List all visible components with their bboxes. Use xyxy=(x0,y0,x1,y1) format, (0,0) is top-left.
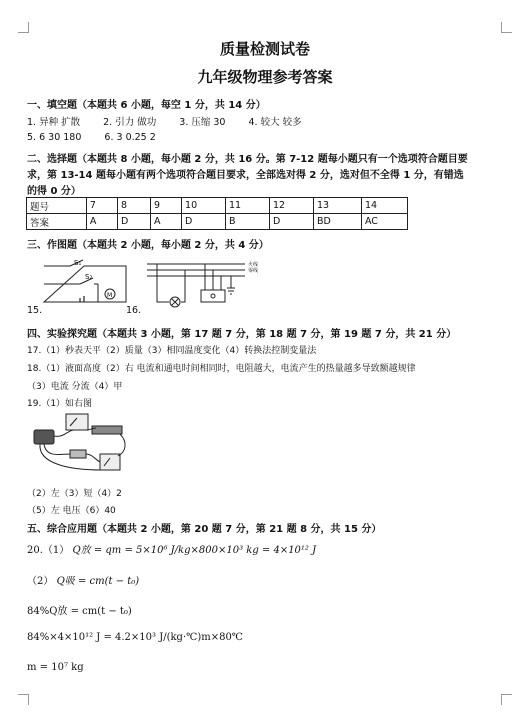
equation-20-4: 84%×4×10¹² J = 4.2×10³ J/(kg·℃)m×80℃ xyxy=(27,632,243,643)
equation-20-2 xyxy=(27,572,139,587)
equation-text: Q吸 = cm(t − t₀) xyxy=(56,576,140,587)
answer-3: 3. 压缩 30 xyxy=(179,117,226,128)
circuit-diagram-15 xyxy=(40,258,130,310)
answer-19-line2: （2）左（3）短（4）2 xyxy=(27,489,122,499)
page-title: 质量检测试卷 xyxy=(219,40,310,58)
answer-5: 5. 6 30 180 xyxy=(27,132,82,143)
answer-18-line1: 18.（1）液面高度（2）右 电流和通电时间相同时，电阻越大，电流产生的热量越多导致额越规律 xyxy=(27,364,416,374)
table-row xyxy=(27,214,408,230)
equation-text: Q放 = qm = 5×10⁶ J/kg×800×10³ kg = 4×10¹² J xyxy=(72,545,317,556)
equation-20-1 xyxy=(27,541,316,556)
equation-20-3: 84%Q放 = cm(t − t₀) xyxy=(27,606,132,617)
section1-line1 xyxy=(27,114,302,128)
table-cell: 11 xyxy=(226,198,270,214)
answer-19-line3: （5）左 电压（6）40 xyxy=(27,506,116,516)
crop-mark xyxy=(501,694,512,705)
equation-prefix: （2） xyxy=(27,576,54,587)
crop-mark xyxy=(18,22,29,33)
figure16-label: 16. xyxy=(126,305,142,316)
table-row xyxy=(27,198,408,214)
table-cell: 9 xyxy=(150,198,181,214)
table-cell: 8 xyxy=(117,198,150,214)
table-cell: 12 xyxy=(269,198,313,214)
table-cell: A xyxy=(86,214,117,230)
answer-4: 4. 较大 较多 xyxy=(248,117,302,128)
crop-mark xyxy=(501,22,512,33)
table-cell: BD xyxy=(313,214,361,230)
figure15-label: 15. xyxy=(27,305,43,316)
answer-19-line1: 19.（1）如右图 xyxy=(27,399,93,409)
table-cell: D xyxy=(182,214,226,230)
section3-heading: 三、作图题（本题共 2 小题，每小题 2 分，共 4 分） xyxy=(27,240,269,251)
switch-s1-label: S₁ xyxy=(74,259,82,267)
section2-heading-line1: 二、选择题（本题共 8 小题，每小题 2 分，共 16 分。第 7-12 题每小题只有一个选项符合题目要 xyxy=(27,154,468,165)
choice-answer-table xyxy=(26,197,408,230)
table-cell: D xyxy=(269,214,313,230)
table-cell: B xyxy=(226,214,270,230)
table-cell: 13 xyxy=(313,198,361,214)
section2-heading-line2: 求，第 13-14 题每小题有两个选项符合题目要求，全部选对得 2 分，选对但不全得 1 分，有错选 xyxy=(27,170,464,181)
answer-2: 2. 引力 做功 xyxy=(103,117,157,128)
section2-heading-line3: 的得 0 分） xyxy=(27,186,81,197)
live-wire-label: 火线 xyxy=(248,262,259,268)
motor-label: M xyxy=(107,292,113,299)
page-subtitle: 九年级物理参考答案 xyxy=(197,68,333,86)
equation-prefix: 20.（1） xyxy=(27,545,70,556)
answer-1: 1. 异种 扩散 xyxy=(27,117,81,128)
table-cell: 10 xyxy=(182,198,226,214)
table-cell: 答案 xyxy=(27,214,87,230)
experiment-apparatus-diagram xyxy=(30,408,130,480)
table-cell: A xyxy=(150,214,181,230)
equation-20-5: m = 10⁷ kg xyxy=(27,662,84,673)
neutral-wire-label: 零线 xyxy=(248,268,259,274)
household-circuit-diagram-16 xyxy=(145,258,265,310)
section4-heading: 四、实验探究题（本题共 3 小题，第 17 题 7 分，第 18 题 7 分，第 19 题 7 分，共 21 分） xyxy=(27,329,457,340)
answer-6: 6. 3 0.25 2 xyxy=(104,132,156,143)
section1-heading: 一、填空题（本题共 6 小题，每空 1 分，共 14 分） xyxy=(27,100,266,111)
table-cell: D xyxy=(117,214,150,230)
switch-s2-label: S₂ xyxy=(85,273,93,281)
table-cell: 14 xyxy=(361,198,407,214)
table-cell: 题号 xyxy=(27,198,87,214)
table-cell: AC xyxy=(361,214,407,230)
answer-17: 17.（1）秒表天平（2）质量（3）相同温度变化（4）转换法控制变量法 xyxy=(27,346,317,356)
section5-heading: 五、综合应用题（本题共 2 小题，第 20 题 7 分，第 21 题 8 分，共 15 分） xyxy=(27,524,382,535)
answer-18-line2: （3）电流 分流（4）甲 xyxy=(27,382,123,392)
table-cell: 7 xyxy=(86,198,117,214)
section1-line2 xyxy=(27,132,156,143)
crop-mark xyxy=(18,694,29,705)
